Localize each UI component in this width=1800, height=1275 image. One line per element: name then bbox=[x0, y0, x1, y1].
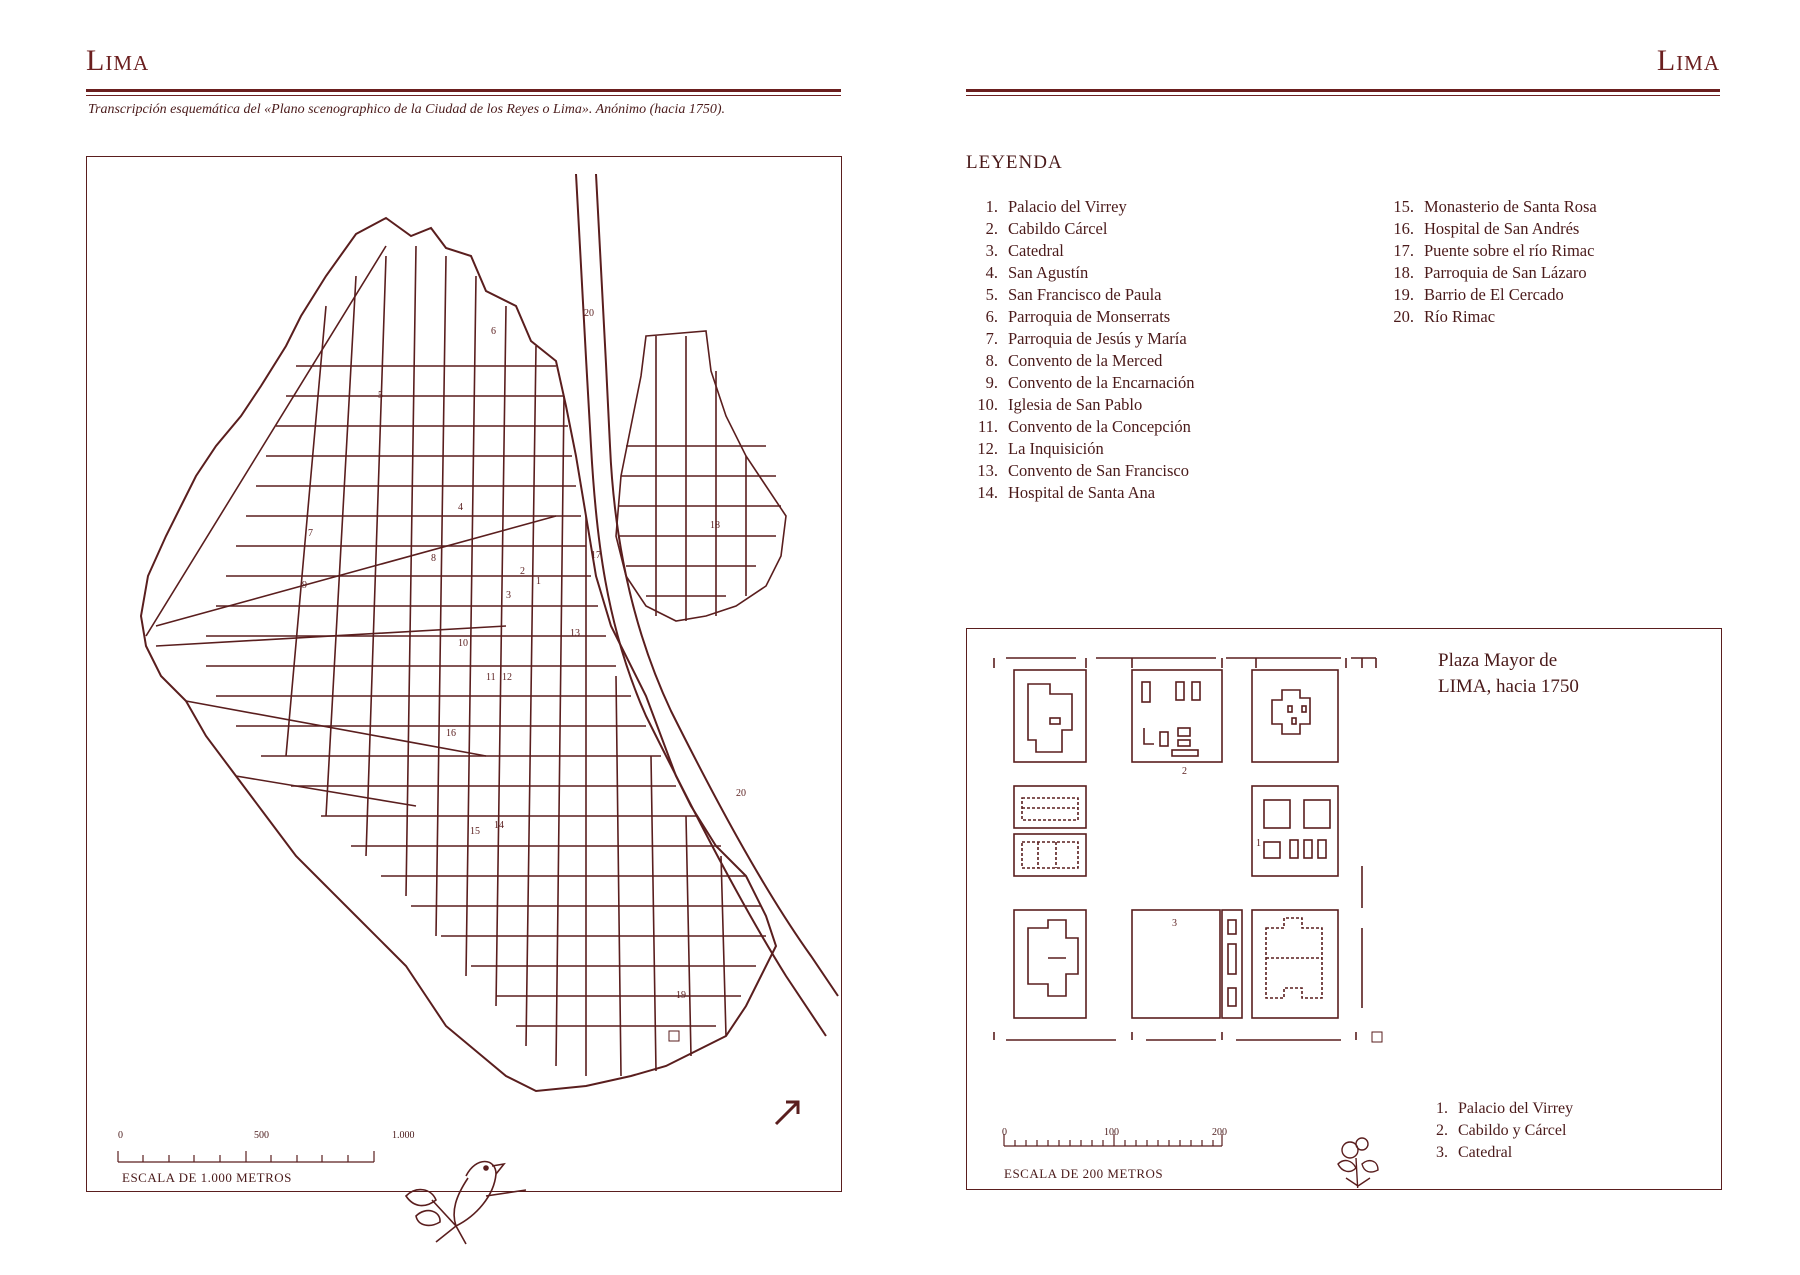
scale-label-0: 0 bbox=[118, 1130, 123, 1141]
legend-item: 14. Hospital de Santa Ana bbox=[977, 483, 1156, 502]
corner-mark bbox=[669, 1031, 679, 1041]
city-wall bbox=[141, 218, 776, 1091]
map-label-6: 6 bbox=[491, 326, 496, 337]
plaza-label-1: 1 bbox=[1256, 838, 1261, 849]
plaza-mayor-map bbox=[966, 628, 1722, 1188]
map-label-1: 1 bbox=[536, 576, 541, 587]
rimac-suburb bbox=[616, 331, 786, 621]
legend-item: 7. Parroquia de Jesús y María bbox=[985, 329, 1187, 348]
page-title-right: Lima bbox=[1656, 44, 1720, 77]
legend-column-1 bbox=[960, 196, 1194, 504]
legend-item: 19. Barrio de El Cercado bbox=[1393, 285, 1564, 304]
legend-item: 3. Catedral bbox=[1436, 1144, 1513, 1161]
legend-item: 6. Parroquia de Monserrats bbox=[985, 307, 1171, 326]
title-rule bbox=[86, 89, 841, 92]
map-label-14: 14 bbox=[494, 820, 504, 831]
legend-column-2 bbox=[1376, 196, 1597, 328]
map-label-11: 11 bbox=[486, 672, 496, 683]
title-rule-right bbox=[966, 89, 1720, 92]
flower-vignette-icon bbox=[1338, 1138, 1378, 1188]
map-label-12: 12 bbox=[502, 672, 512, 683]
legend-item: 20. Río Rimac bbox=[1393, 307, 1496, 326]
plaza-scale-label-0: 0 bbox=[1002, 1127, 1007, 1138]
plaza-scale-label-200: 200 bbox=[1212, 1127, 1227, 1138]
map-label-9: 9 bbox=[302, 580, 307, 591]
map-label-19: 19 bbox=[676, 990, 686, 1001]
scale-label-500: 500 bbox=[254, 1130, 269, 1141]
legend-item: 18. Parroquia de San Lázaro bbox=[1393, 263, 1587, 282]
map-label-2: 2 bbox=[520, 566, 525, 577]
city-map bbox=[86, 156, 842, 1246]
legend-item: 1. Palacio del Virrey bbox=[985, 197, 1127, 216]
map-label-15: 15 bbox=[470, 826, 480, 837]
plaza-scale-title: ESCALA DE 200 METROS bbox=[1004, 1166, 1164, 1181]
plaza-title bbox=[1438, 648, 1658, 700]
map-label-18: 18 bbox=[710, 520, 720, 531]
plaza-legend bbox=[1418, 1098, 1573, 1164]
plaza-title-line2: LIMA, hacia 1750 bbox=[1438, 676, 1579, 697]
scale-label-1000: 1.000 bbox=[392, 1130, 415, 1141]
legend-item: 5. San Francisco de Paula bbox=[985, 285, 1162, 304]
map-label-20-upper: 20 bbox=[584, 308, 594, 319]
bird-vignette-icon bbox=[406, 1162, 526, 1245]
legend-item: 12. La Inquisición bbox=[977, 439, 1104, 458]
street-grid bbox=[146, 246, 766, 1076]
legend-item: 9. Convento de la Encarnación bbox=[985, 373, 1195, 392]
map-label-16: 16 bbox=[446, 728, 456, 739]
map-label-20-lower: 20 bbox=[736, 788, 746, 799]
scale-bar-left bbox=[118, 1151, 374, 1162]
plaza-title-line1: Plaza Mayor de bbox=[1438, 650, 1558, 671]
map-label-13: 13 bbox=[570, 628, 580, 639]
plaza-label-2: 2 bbox=[1182, 766, 1187, 777]
legend-item: 11. Convento de la Concepción bbox=[977, 417, 1191, 436]
legend-item: 1. Palacio del Virrey bbox=[1436, 1100, 1574, 1117]
legend-item: 15. Monasterio de Santa Rosa bbox=[1393, 197, 1597, 216]
title-rule-right-thin bbox=[966, 95, 1720, 96]
legend-item: 8. Convento de la Merced bbox=[985, 351, 1163, 370]
legend-item: 3. Catedral bbox=[985, 241, 1064, 260]
scale-title-left: ESCALA DE 1.000 METROS bbox=[122, 1170, 292, 1185]
legend-heading: LEYENDA bbox=[966, 152, 1063, 173]
legend-item: 16. Hospital de San Andrés bbox=[1393, 219, 1580, 238]
map-label-4: 4 bbox=[458, 502, 463, 513]
map-label-3: 3 bbox=[506, 590, 511, 601]
title-rule-thin bbox=[86, 95, 841, 96]
map-label-7: 7 bbox=[308, 528, 313, 539]
map-label-10: 10 bbox=[458, 638, 468, 649]
legend-item: 2. Cabildo Cárcel bbox=[985, 219, 1108, 238]
map-caption: Transcripción esquemática del «Plano scenographico de la Ciudad de los Reyes o Lima». Anónimo (hacia 1750). bbox=[88, 102, 726, 117]
legend-item: 10. Iglesia de San Pablo bbox=[977, 395, 1143, 414]
page-title-left: Lima bbox=[86, 44, 150, 77]
north-arrow-icon bbox=[776, 1102, 798, 1124]
map-label-5: 5 bbox=[378, 390, 383, 401]
plaza-scale-label-100: 100 bbox=[1104, 1127, 1119, 1138]
legend-item: 17. Puente sobre el río Rimac bbox=[1393, 241, 1595, 260]
map-label-8: 8 bbox=[431, 553, 436, 564]
legend-item: 4. San Agustín bbox=[985, 263, 1089, 282]
map-label-17: 17 bbox=[591, 550, 601, 561]
plaza-label-3: 3 bbox=[1172, 918, 1177, 929]
legend-item: 2. Cabildo y Cárcel bbox=[1436, 1122, 1567, 1139]
legend-item: 13. Convento de San Francisco bbox=[977, 461, 1190, 480]
